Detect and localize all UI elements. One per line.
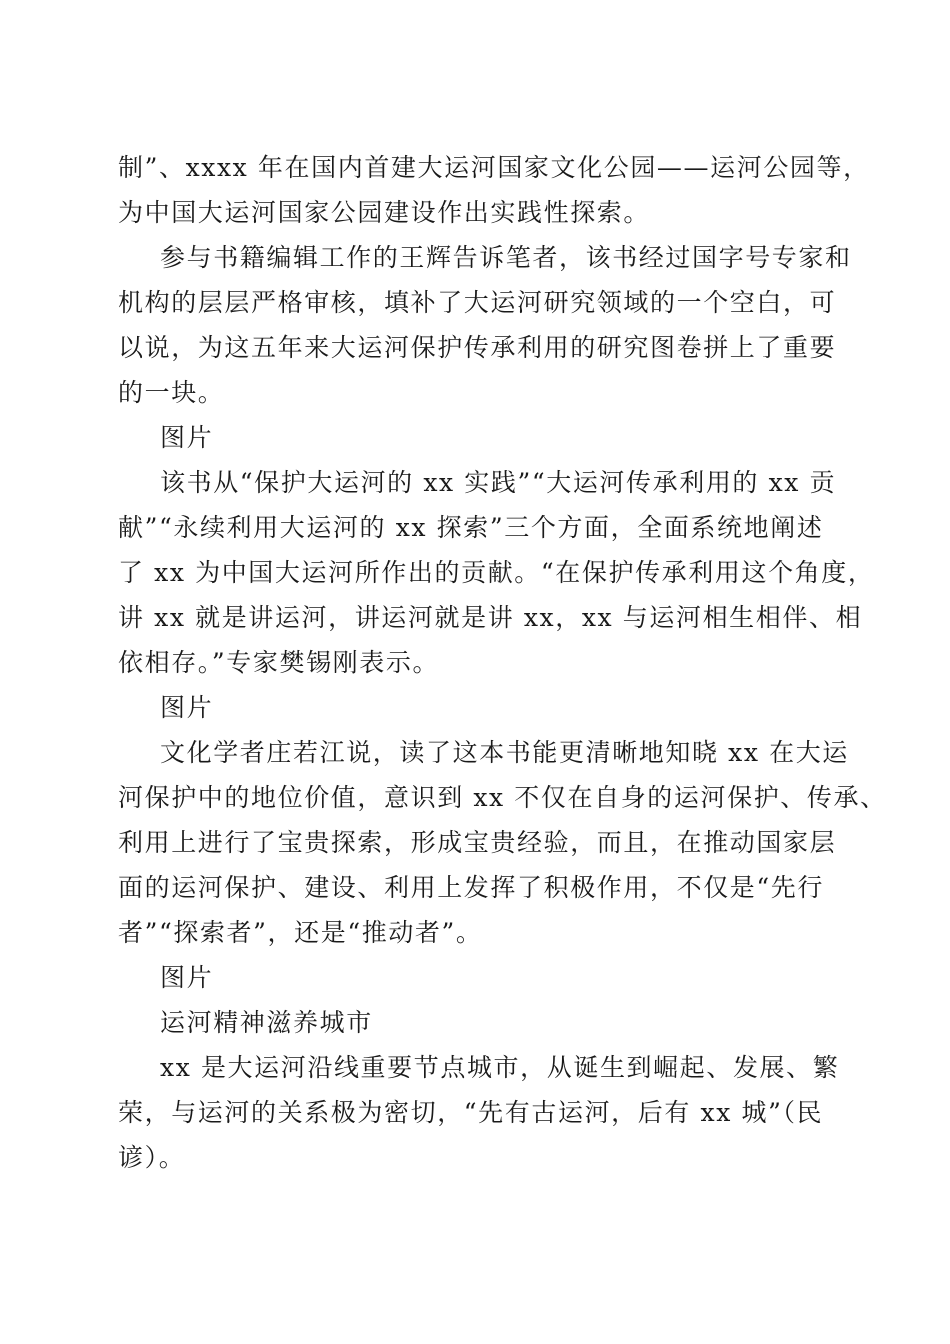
text-line: 者”“探索者”，还是“推动者”。 — [118, 918, 483, 947]
section-heading: 运河精神滋养城市 — [160, 1008, 373, 1037]
text-line: 为中国大运河国家公园建设作出实践性探索。 — [118, 198, 651, 227]
text-line: 面的运河保护、建设、利用上发挥了积极作用，不仅是“先行 — [118, 873, 824, 902]
text-line: 利用上进行了宝贵探索，形成宝贵经验，而且，在推动国家层 — [118, 828, 837, 857]
text-line: 的一块。 — [118, 378, 225, 407]
paragraph-start-line: xx 是大运河沿线重要节点城市，从诞生到崛起、发展、繁 — [160, 1053, 840, 1082]
text-line: 河保护中的地位价值，意识到 xx 不仅在自身的运河保护、传承、 — [118, 783, 887, 812]
image-placeholder-label: 图片 — [160, 963, 214, 992]
text-line: 以说，为这五年来大运河保护传承利用的研究图卷拼上了重要 — [118, 333, 837, 362]
image-placeholder-label: 图片 — [160, 693, 214, 722]
text-line: 依相存。”专家樊锡刚表示。 — [118, 648, 440, 677]
text-line: 荣，与运河的关系极为密切，“先有古运河，后有 xx 城”（民 — [118, 1098, 824, 1127]
paragraph-start-line: 文化学者庄若江说，读了这本书能更清晰地知晓 xx 在大运 — [160, 738, 849, 767]
image-placeholder-label: 图片 — [160, 423, 214, 452]
text-line: 了 xx 为中国大运河所作出的贡献。“在保护传承利用这个角度， — [118, 558, 875, 587]
paragraph-start-line: 参与书籍编辑工作的王辉告诉笔者，该书经过国字号专家和 — [160, 243, 852, 272]
text-line: 讲 xx 就是讲运河，讲运河就是讲 xx，xx 与运河相生相伴、相 — [118, 603, 863, 632]
text-line: 机构的层层严格审核，填补了大运河研究领域的一个空白，可 — [118, 288, 837, 317]
text-line: 谚）。 — [118, 1143, 186, 1172]
document-body — [118, 145, 887, 1180]
paragraph-start-line: 该书从“保护大运河的 xx 实践”“大运河传承利用的 xx 贡 — [160, 468, 837, 497]
text-line: 献”“永续利用大运河的 xx 探索”三个方面，全面系统地阐述 — [118, 513, 824, 542]
text-line: 制”、xxxx 年在国内首建大运河国家文化公园——运河公园等， — [118, 153, 870, 182]
